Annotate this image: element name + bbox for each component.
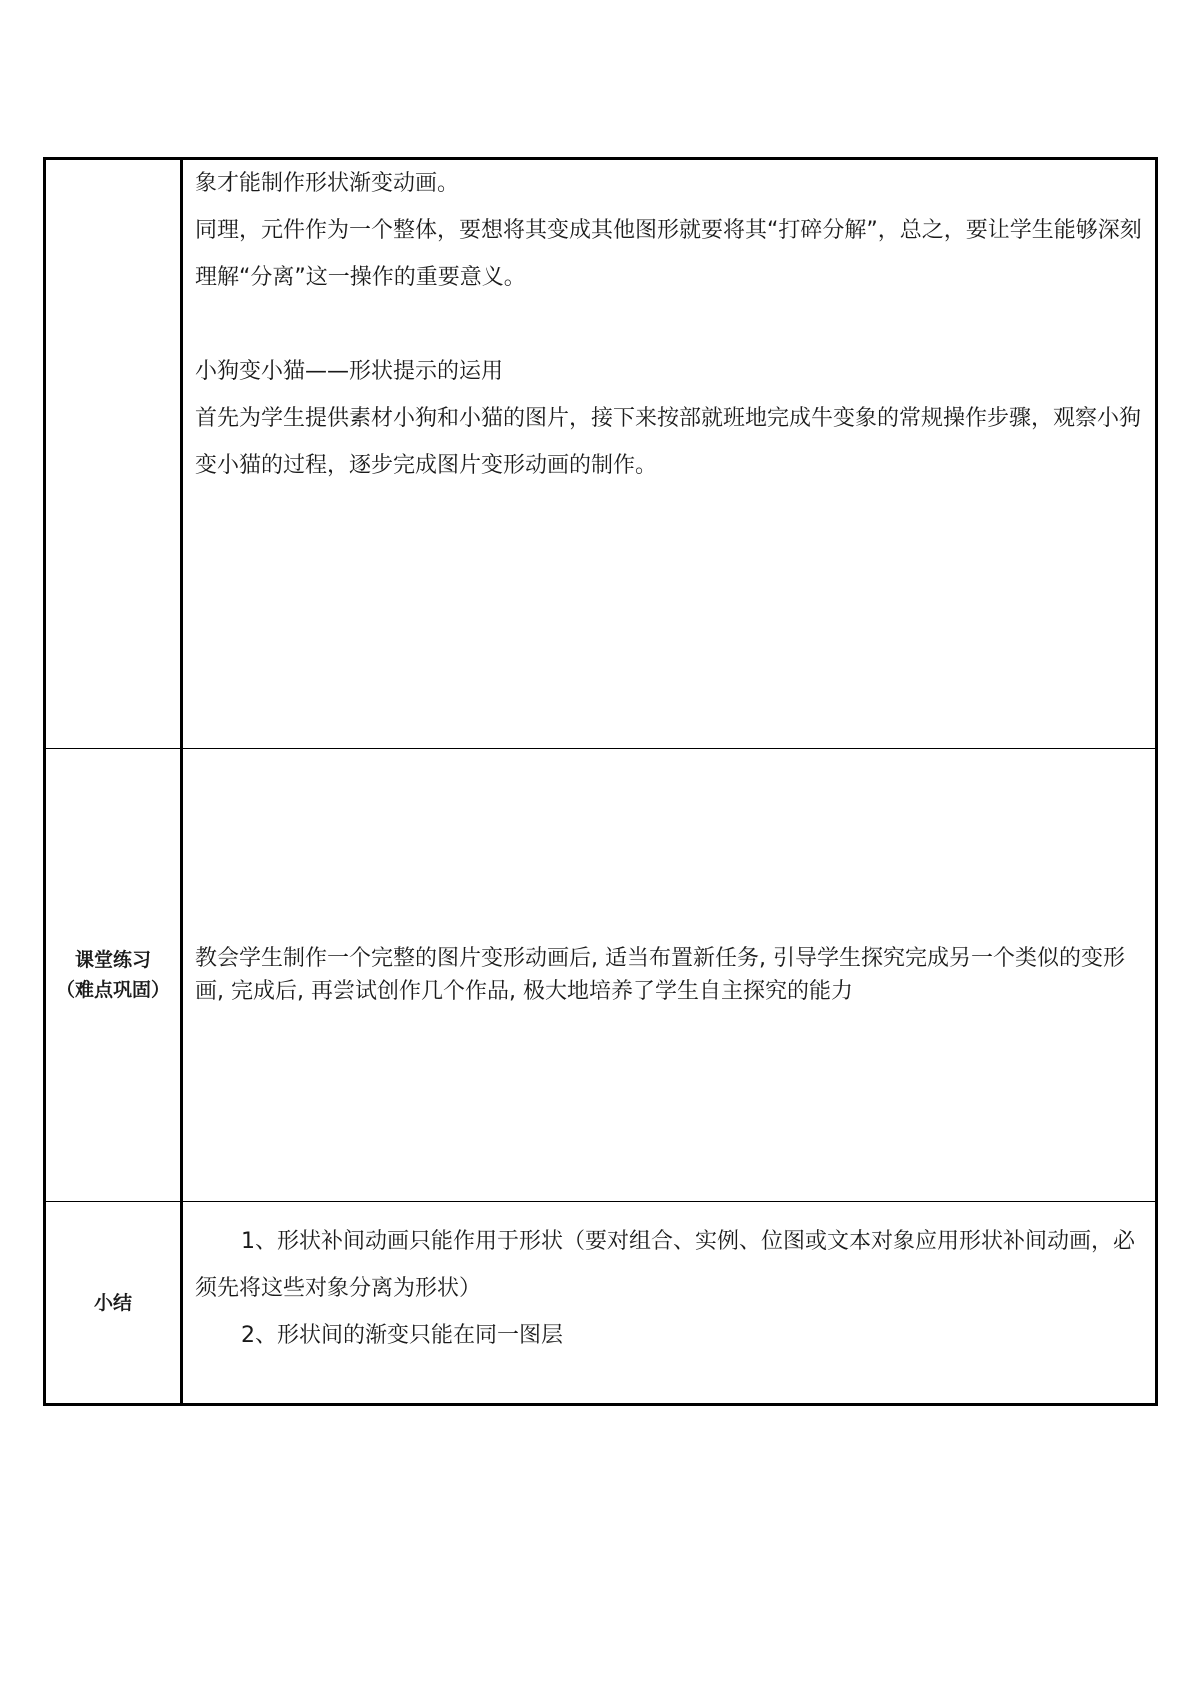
lesson-plan-table [43, 157, 1158, 1406]
content-cell-summary [182, 1202, 1157, 1405]
row-label-empty [45, 159, 182, 749]
row-label-summary: 小结 [45, 1202, 182, 1405]
summary-point: 2、形状间的渐变只能在同一图层 [241, 1323, 563, 1348]
paragraph: 教会学生制作一个完整的图片变形动画后, 适当布置新任务, 引导学生探究完成另一个类似的变形画, 完成后, 再尝试创作几个作品, 极大地培养了学生自主探究的能力 [195, 946, 1125, 1004]
table-row [45, 749, 1157, 1202]
summary-block [195, 1202, 1143, 1359]
blank-line [195, 301, 1143, 348]
label-line: 课堂练习 [74, 949, 151, 971]
table-row [45, 159, 1157, 749]
label-line: （难点巩固） [55, 979, 170, 1001]
paragraph: 首先为学生提供素材小狗和小猫的图片，接下来按部就班地完成牛变象的常规操作步骤，观察小狗变小猫的过程，逐步完成图片变形动画的制作。 [195, 406, 1142, 478]
content-cell-teaching-process [182, 159, 1157, 749]
section-heading: 小狗变小猫——形状提示的运用 [195, 359, 504, 384]
summary-point: 1、形状补间动画只能作用于形状（要对组合、实例、位图或文本对象应用形状补间动画，必须先将这些对象分离为形状） [195, 1229, 1136, 1301]
row-label-classroom-practice [45, 749, 182, 1202]
content-cell-practice [182, 749, 1157, 1202]
table-row [45, 1202, 1157, 1405]
paragraph: 象才能制作形状渐变动画。 [195, 171, 460, 196]
paragraph: 同理，元件作为一个整体，要想将其变成其他图形就要将其“打碎分解”，总之，要让学生能够深刻理解“分离”这一操作的重要意义。 [195, 218, 1142, 290]
